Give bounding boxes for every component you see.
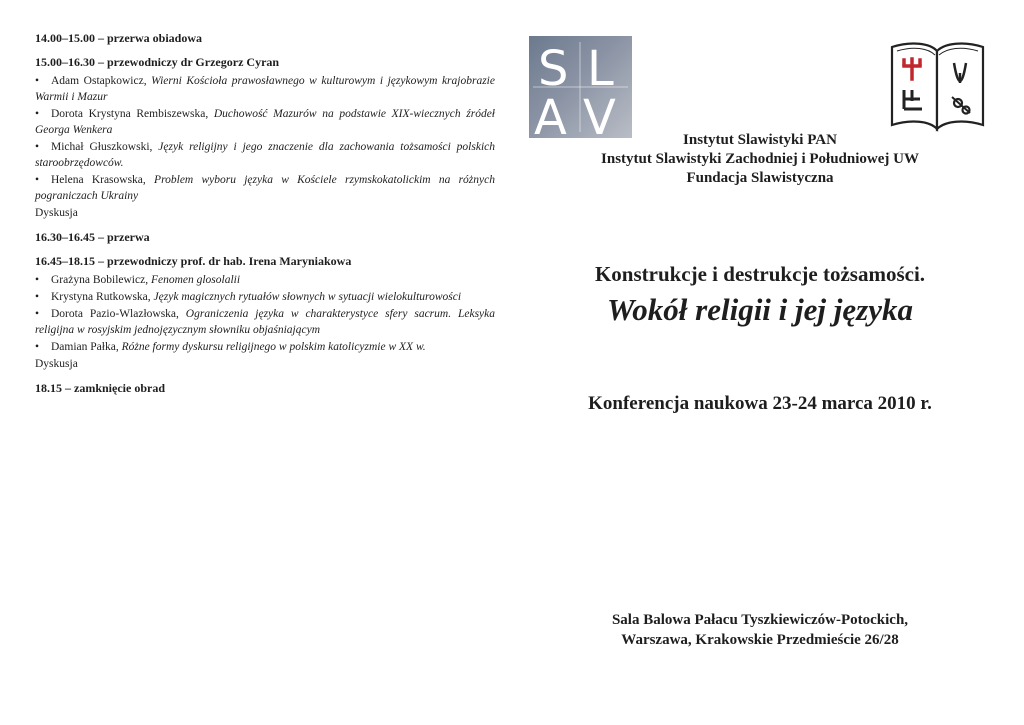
talk-item xyxy=(35,172,495,204)
bullet: • xyxy=(35,108,40,120)
talk-title: Problem wyboru języka w Kościele rzymskokatolickim na różnych pograniczach Ukrainy xyxy=(35,174,495,202)
slav-letter: V xyxy=(583,90,616,138)
talk-title: Język religijny i jego znaczenie dla zachowania tożsamości polskich staroobrzędowców. xyxy=(35,141,495,169)
slav-logo-letters xyxy=(529,36,632,138)
closing-heading: 18.15 – zamknięcie obrad xyxy=(35,381,165,395)
talk-item xyxy=(35,73,495,105)
venue-address xyxy=(540,610,980,650)
talk-title: Fenomen glosolalii xyxy=(150,274,241,286)
slav-letter: L xyxy=(587,41,614,97)
venue-line: Warszawa, Krakowskie Przedmieście 26/28 xyxy=(621,632,899,648)
bullet: • xyxy=(35,75,40,87)
talk-item xyxy=(35,139,495,171)
bullet: • xyxy=(35,141,40,153)
talk-item xyxy=(35,272,495,288)
discussion-label: Dyskusja xyxy=(35,358,78,370)
talk-title: Różne formy dyskursu religijnego w polskim katolicyzmie w XX w. xyxy=(121,341,426,353)
talk-title: Język magicznych rytuałów słownych w sytuacji wielokulturowości xyxy=(153,291,462,303)
talk-title: Ograniczenia języka w charakterystyce sfery sacrum. Leksyka religijna w rosyjskim jednojęzycznym słowniku objaśniającym xyxy=(35,308,496,336)
slav-letter: A xyxy=(534,90,567,138)
talk-speaker: Adam Ostapkowicz, xyxy=(51,75,152,87)
conference-title-line2: Wokół religii i jej języka xyxy=(607,292,913,327)
bullet: • xyxy=(35,308,40,320)
session1-heading: 15.00–16.30 – przewodniczy dr Grzegorz Cyran xyxy=(35,55,280,69)
session2-heading: 16.45–18.15 – przewodniczy prof. dr hab. Irena Maryniakowa xyxy=(35,254,352,268)
open-book-glagolitic-icon xyxy=(886,35,989,135)
bullet: • xyxy=(35,341,40,353)
conference-title-line1: Konstrukcje i destrukcje tożsamości. xyxy=(594,262,926,286)
discussion-label: Dyskusja xyxy=(35,207,78,219)
program-column xyxy=(35,30,495,399)
conference-date: Konferencja naukowa 23-24 marca 2010 r. xyxy=(588,393,932,414)
organizer-name: Instytut Slawistyki PAN xyxy=(683,132,837,148)
talk-speaker: Michał Głuszkowski, xyxy=(51,141,159,153)
bullet: • xyxy=(35,174,40,186)
talk-speaker: Dorota Pazio-Wlazłowska, xyxy=(51,308,186,320)
talk-title: Wierni Kościoła prawosławnego w kulturowym i językowym krajobrazie Warmii i Mazur xyxy=(35,75,495,103)
bullet: • xyxy=(35,274,40,286)
organizer-name: Instytut Slawistyki Zachodniej i Południowej UW xyxy=(601,151,919,167)
lunch-heading: 14.00–15.00 – przerwa obiadowa xyxy=(35,31,202,45)
bullet: • xyxy=(35,291,40,303)
talk-speaker: Grażyna Bobilewicz, xyxy=(51,274,151,286)
talk-title: Duchowość Mazurów na podstawie XIX-wiecznych źródeł Georga Wenkera xyxy=(35,108,495,136)
venue-line: Sala Balowa Pałacu Tyszkiewiczów-Potockich, xyxy=(611,612,909,628)
organizers xyxy=(560,131,960,188)
talk-item xyxy=(35,339,495,355)
talk-speaker: Dorota Krystyna Rembiszewska, xyxy=(51,108,214,120)
talk-item xyxy=(35,306,495,338)
slav-logo xyxy=(529,36,632,138)
talk-item xyxy=(35,106,495,138)
slav-letter: S xyxy=(538,41,569,97)
talk-speaker: Helena Krasowska, xyxy=(51,174,155,186)
talk-item xyxy=(35,289,495,305)
organizer-name: Fundacja Slawistyczna xyxy=(686,170,834,186)
break-heading: 16.30–16.45 – przerwa xyxy=(35,230,150,244)
talk-speaker: Damian Pałka, xyxy=(51,341,122,353)
talk-speaker: Krystyna Rutkowska, xyxy=(51,291,154,303)
